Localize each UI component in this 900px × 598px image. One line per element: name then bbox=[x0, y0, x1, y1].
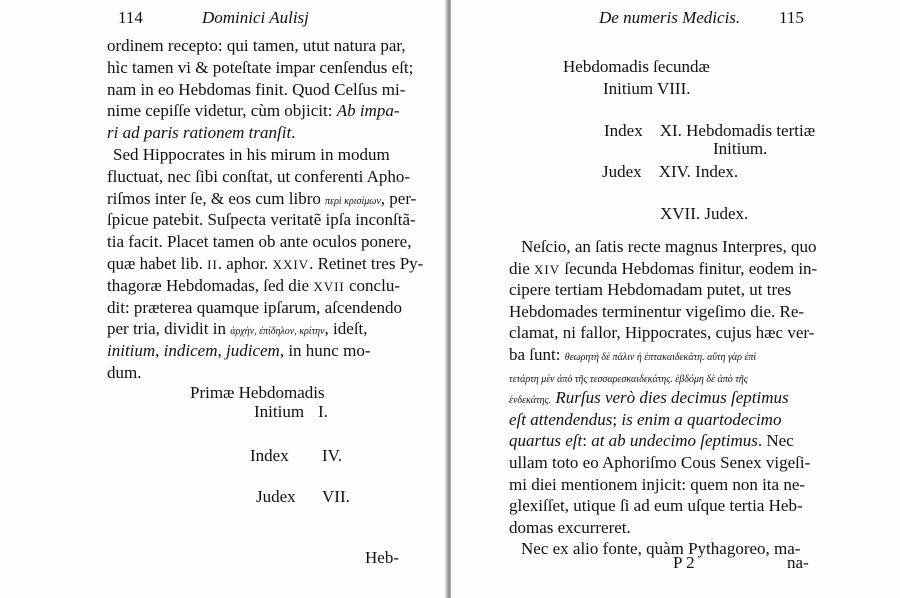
left-page bbox=[0, 0, 447, 598]
text-line: cipere tertiam Hebdomadam putet, ut tres bbox=[509, 280, 792, 300]
text-line: ordinem recepto: qui tamen, utut natura par, bbox=[107, 36, 406, 55]
text-line: eſt attendendus; is enim a quartodecimo bbox=[509, 409, 782, 429]
text-line: clamat, ni fallor, Hippocrates, cujus hæc ver- bbox=[509, 323, 815, 343]
text-line: mi diei mentionem injicit: quem non ita ne- bbox=[509, 474, 806, 494]
text-line: nime cepiſſe videtur, cùm objicit: Ab impa- bbox=[107, 101, 400, 121]
left-catchword: Heb- bbox=[365, 548, 399, 567]
text-line: ri ad paris rationem tranſit. bbox=[107, 123, 296, 143]
signature-mark: P 2 bbox=[673, 553, 695, 572]
left-table-heading: Primæ Hebdomadis bbox=[190, 383, 325, 402]
text-line: die XIV ſecunda Hebdomas finitur, eodem in- bbox=[509, 258, 818, 278]
text-line: hìc tamen vi & poteſtate impar cenſendus eſt; bbox=[107, 57, 414, 77]
text-line: domas excurreret. bbox=[509, 517, 631, 537]
hebdomad-number: IV. bbox=[322, 446, 342, 465]
text-line: Sed Hippocrates in his mirum in modum bbox=[113, 145, 390, 164]
text-line: quæ habet lib. II. aphor. XXIV. Retinet tres Py- bbox=[107, 254, 424, 273]
right-table-line-6: XVII. Judex. bbox=[660, 204, 749, 223]
text-line: ἑνδεκάτης. Rurſus verò dies decimus ſeptimus bbox=[509, 388, 789, 408]
text-line: glexiſſet, utique ſi ad eum uſque tertia Heb- bbox=[509, 496, 803, 516]
text-line: thagoræ Hebdomadas, ſed die XVII conclu- bbox=[107, 275, 400, 295]
left-page-number: 114 bbox=[118, 8, 143, 27]
right-table-line-2: Initium VIII. bbox=[603, 79, 691, 98]
text-line: fluctuat, nec ſibi conſtat, ut conferenti Apho- bbox=[107, 166, 411, 186]
left-running-head: Dominici Aulisj bbox=[202, 8, 309, 27]
right-table-line-3: Index XI. Hebdomadis tertiæ bbox=[604, 121, 816, 140]
text-line: Hebdomades terminentur vigeſimo die. Re- bbox=[509, 301, 805, 321]
right-page-number: 115 bbox=[779, 8, 804, 27]
text-line: Nec ex alio fonte, quàm Pythagoreo, ma- bbox=[521, 539, 801, 559]
text-line: riſmos inter ſe, & eos cum libro περὶ κρισίμων, per- bbox=[107, 188, 417, 208]
text-line: Neſcio, an ſatis recte magnus Interpres, quo bbox=[521, 237, 817, 256]
text-line: initium, indicem, judicem, in hunc mo- bbox=[107, 341, 371, 361]
text-line: dit: præterea quamque ipſarum, aſcendendo bbox=[107, 297, 403, 317]
text-line: quartus eſt: at ab undecimo ſeptimus. Nec bbox=[509, 431, 794, 451]
right-table-line-4: Initium. bbox=[713, 139, 768, 158]
text-line: ullam toto eo Aphoriſmo Cous Senex vigeſi- bbox=[509, 453, 811, 472]
right-table-heading: Hebdomadis ſecundæ bbox=[563, 57, 710, 76]
text-line: ſpicue patebit. Suſpecta veritatẽ ipſa inconſtã- bbox=[107, 210, 416, 230]
text-line: τετάρτη μὲν ἀπὸ τῆς τεσσαρεσκαιδεκάτης. ἑβδόμη δὲ ἀπὸ τῆς bbox=[509, 373, 748, 385]
hebdomad-number: VII. bbox=[322, 487, 350, 506]
text-line: nam in eo Hebdomas finit. Quod Celſus mi- bbox=[107, 79, 406, 99]
right-catchword: na- bbox=[787, 553, 809, 572]
hebdomad-label: Judex bbox=[256, 487, 296, 506]
hebdomad-label: Index bbox=[250, 446, 289, 465]
right-page bbox=[451, 0, 900, 598]
right-table-line-5: Judex XIV. Index. bbox=[602, 162, 739, 181]
hebdomad-number: I. bbox=[318, 402, 328, 421]
text-line: dum. bbox=[107, 363, 142, 382]
text-line: ba ſunt: θεωρητὴ δὲ πάλιν ἡ ἑπτακαιδεκάτη. αὕτη γὰρ ἐπὶ bbox=[509, 345, 757, 364]
right-running-head: De numeris Medicis. bbox=[599, 8, 741, 27]
hebdomad-label: Initium bbox=[254, 402, 305, 421]
text-line: per tria, dividit in ἀρχὴν, ἐπίδηλον, κρίτην, ideſt, bbox=[107, 319, 368, 339]
text-line: tia facit. Placet tamen ob ante oculos ponere, bbox=[107, 232, 412, 252]
